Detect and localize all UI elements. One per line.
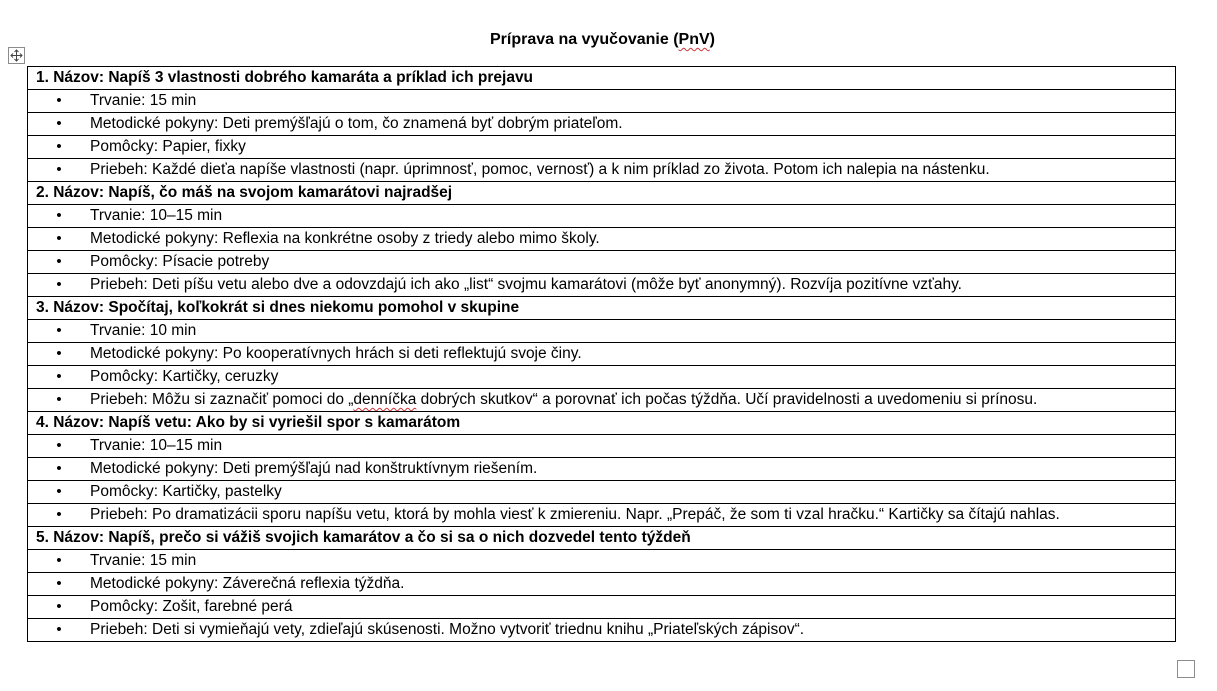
table-row [28, 343, 1176, 366]
bullet-icon: • [56, 483, 62, 500]
table-row [28, 481, 1176, 504]
list-item-text: dobrých skutkov“ a porovnať ich počas týždňa. Učí pravidelnosti a uvedomeniu si prínosu. [416, 391, 1038, 408]
bullet-icon: • [56, 345, 62, 362]
list-item-text: Pomôcky: Papier, fixky [90, 138, 246, 155]
bullet-icon: • [56, 598, 62, 615]
section-heading[interactable]: 5. Názov: Napíš, prečo si vážiš svojich kamarátov a čo si sa o nich dozvedel tento týždeň [28, 527, 1176, 550]
list-item-cell[interactable] [28, 458, 1176, 481]
list-item-cell[interactable] [28, 159, 1176, 182]
list-item-text: Metodické pokyny: Deti premýšľajú nad konštruktívnym riešením. [90, 460, 538, 477]
bullet-icon: • [56, 460, 62, 477]
bullet-icon: • [56, 138, 62, 155]
bullet-icon: • [56, 575, 62, 592]
section-heading-row [28, 297, 1176, 320]
table-row [28, 619, 1176, 642]
list-item-text: Pomôcky: Kartičky, pastelky [90, 483, 282, 500]
table-row [28, 136, 1176, 159]
section-heading[interactable]: 3. Názov: Spočítaj, koľkokrát si dnes niekomu pomohol v skupine [28, 297, 1176, 320]
title-abbreviation: PnV [678, 31, 710, 48]
title-main: Príprava na vyučovanie ( [490, 31, 679, 48]
table-row [28, 458, 1176, 481]
section-heading-row [28, 182, 1176, 205]
table-row [28, 389, 1176, 412]
list-item-text: Pomôcky: Písacie potreby [90, 253, 270, 270]
list-item-cell[interactable] [28, 90, 1176, 113]
table-row [28, 228, 1176, 251]
section-heading[interactable]: 1. Názov: Napíš 3 vlastnosti dobrého kamaráta a príklad ich prejavu [28, 67, 1176, 90]
table-row [28, 113, 1176, 136]
lesson-plan-table-wrapper [27, 66, 1176, 642]
list-item-cell[interactable] [28, 596, 1176, 619]
list-item-cell[interactable] [28, 435, 1176, 458]
bullet-icon: • [56, 552, 62, 569]
title-end: ) [709, 31, 715, 48]
list-item-text: Priebeh: Môžu si zaznačiť pomoci do „ [90, 391, 354, 408]
table-row [28, 596, 1176, 619]
list-item-text: Pomôcky: Kartičky, ceruzky [90, 368, 279, 385]
bullet-icon: • [56, 437, 62, 454]
bullet-icon: • [56, 391, 62, 408]
bullet-icon: • [56, 621, 62, 638]
list-item-cell[interactable] [28, 251, 1176, 274]
bullet-icon: • [56, 276, 62, 293]
list-item-cell[interactable] [28, 205, 1176, 228]
list-item-cell[interactable] [28, 366, 1176, 389]
list-item-text: Metodické pokyny: Reflexia na konkrétne osoby z triedy alebo mimo školy. [90, 230, 600, 247]
section-heading[interactable]: 4. Názov: Napíš vetu: Ako by si vyriešil spor s kamarátom [28, 412, 1176, 435]
section-heading[interactable]: 2. Názov: Napíš, čo máš na svojom kamarátovi najradšej [28, 182, 1176, 205]
list-item-text: Priebeh: Po dramatizácii sporu napíšu vetu, ktorá by mohla viesť k zmiereniu. Napr. „Prepáč, že som ti vzal hračku.“ Kartičky sa čítajú nahlas. [90, 506, 1060, 523]
list-item-text: Priebeh: Každé dieťa napíše vlastnosti (napr. úprimnosť, pomoc, vernosť) a k nim príklad zo života. Potom ich nalepia na nástenku. [90, 161, 990, 178]
list-item-text: Trvanie: 10–15 min [90, 207, 223, 224]
bullet-icon: • [56, 115, 62, 132]
list-item-text: Metodické pokyny: Deti premýšľajú o tom, čo znamená byť dobrým priateľom. [90, 115, 623, 132]
table-row [28, 274, 1176, 297]
table-row [28, 251, 1176, 274]
table-row [28, 504, 1176, 527]
list-item-cell[interactable] [28, 228, 1176, 251]
list-item-cell[interactable] [28, 619, 1176, 642]
table-move-handle-icon[interactable] [8, 47, 25, 64]
list-item-text: Pomôcky: Zošit, farebné perá [90, 598, 293, 615]
table-row [28, 550, 1176, 573]
section-heading-row [28, 67, 1176, 90]
document-title[interactable] [0, 30, 1205, 50]
four-arrow-move-icon [10, 49, 23, 62]
list-item-cell[interactable] [28, 389, 1176, 412]
list-item-cell[interactable] [28, 320, 1176, 343]
table-row [28, 90, 1176, 113]
bullet-icon: • [56, 322, 62, 339]
bullet-icon: • [56, 368, 62, 385]
bullet-icon: • [56, 161, 62, 178]
list-item-text: Trvanie: 15 min [90, 552, 197, 569]
list-item-cell[interactable] [28, 504, 1176, 527]
spellcheck-flagged-word: denníčka [353, 391, 417, 408]
bullet-icon: • [56, 506, 62, 523]
list-item-text: Metodické pokyny: Po kooperatívnych hrách si deti reflektujú svoje činy. [90, 345, 582, 362]
table-row [28, 320, 1176, 343]
list-item-cell[interactable] [28, 274, 1176, 297]
bullet-icon: • [56, 207, 62, 224]
lesson-plan-table-body [28, 67, 1176, 642]
list-item-cell[interactable] [28, 113, 1176, 136]
lesson-plan-table [27, 66, 1176, 642]
table-row [28, 159, 1176, 182]
table-row [28, 435, 1176, 458]
list-item-text: Trvanie: 10–15 min [90, 437, 223, 454]
table-resize-handle-icon[interactable] [1177, 660, 1195, 678]
bullet-icon: • [56, 92, 62, 109]
table-row [28, 366, 1176, 389]
list-item-cell[interactable] [28, 481, 1176, 504]
list-item-text: Priebeh: Deti si vymieňajú vety, zdieľajú skúsenosti. Možno vytvoriť triednu knihu „Priateľských zápisov“. [90, 621, 805, 638]
list-item-cell[interactable] [28, 136, 1176, 159]
list-item-text: Metodické pokyny: Záverečná reflexia týždňa. [90, 575, 405, 592]
section-heading-row [28, 412, 1176, 435]
section-heading-row [28, 527, 1176, 550]
list-item-text: Priebeh: Deti píšu vetu alebo dve a odovzdajú ich ako „list“ svojmu kamarátovi (môže byť anonymný). Rozvíja pozitívne vzťahy. [90, 276, 962, 293]
table-row [28, 205, 1176, 228]
list-item-text: Trvanie: 10 min [90, 322, 197, 339]
list-item-text: Trvanie: 15 min [90, 92, 197, 109]
bullet-icon: • [56, 253, 62, 270]
table-row [28, 573, 1176, 596]
list-item-cell[interactable] [28, 550, 1176, 573]
bullet-icon: • [56, 230, 62, 247]
list-item-cell[interactable] [28, 573, 1176, 596]
list-item-cell[interactable] [28, 343, 1176, 366]
